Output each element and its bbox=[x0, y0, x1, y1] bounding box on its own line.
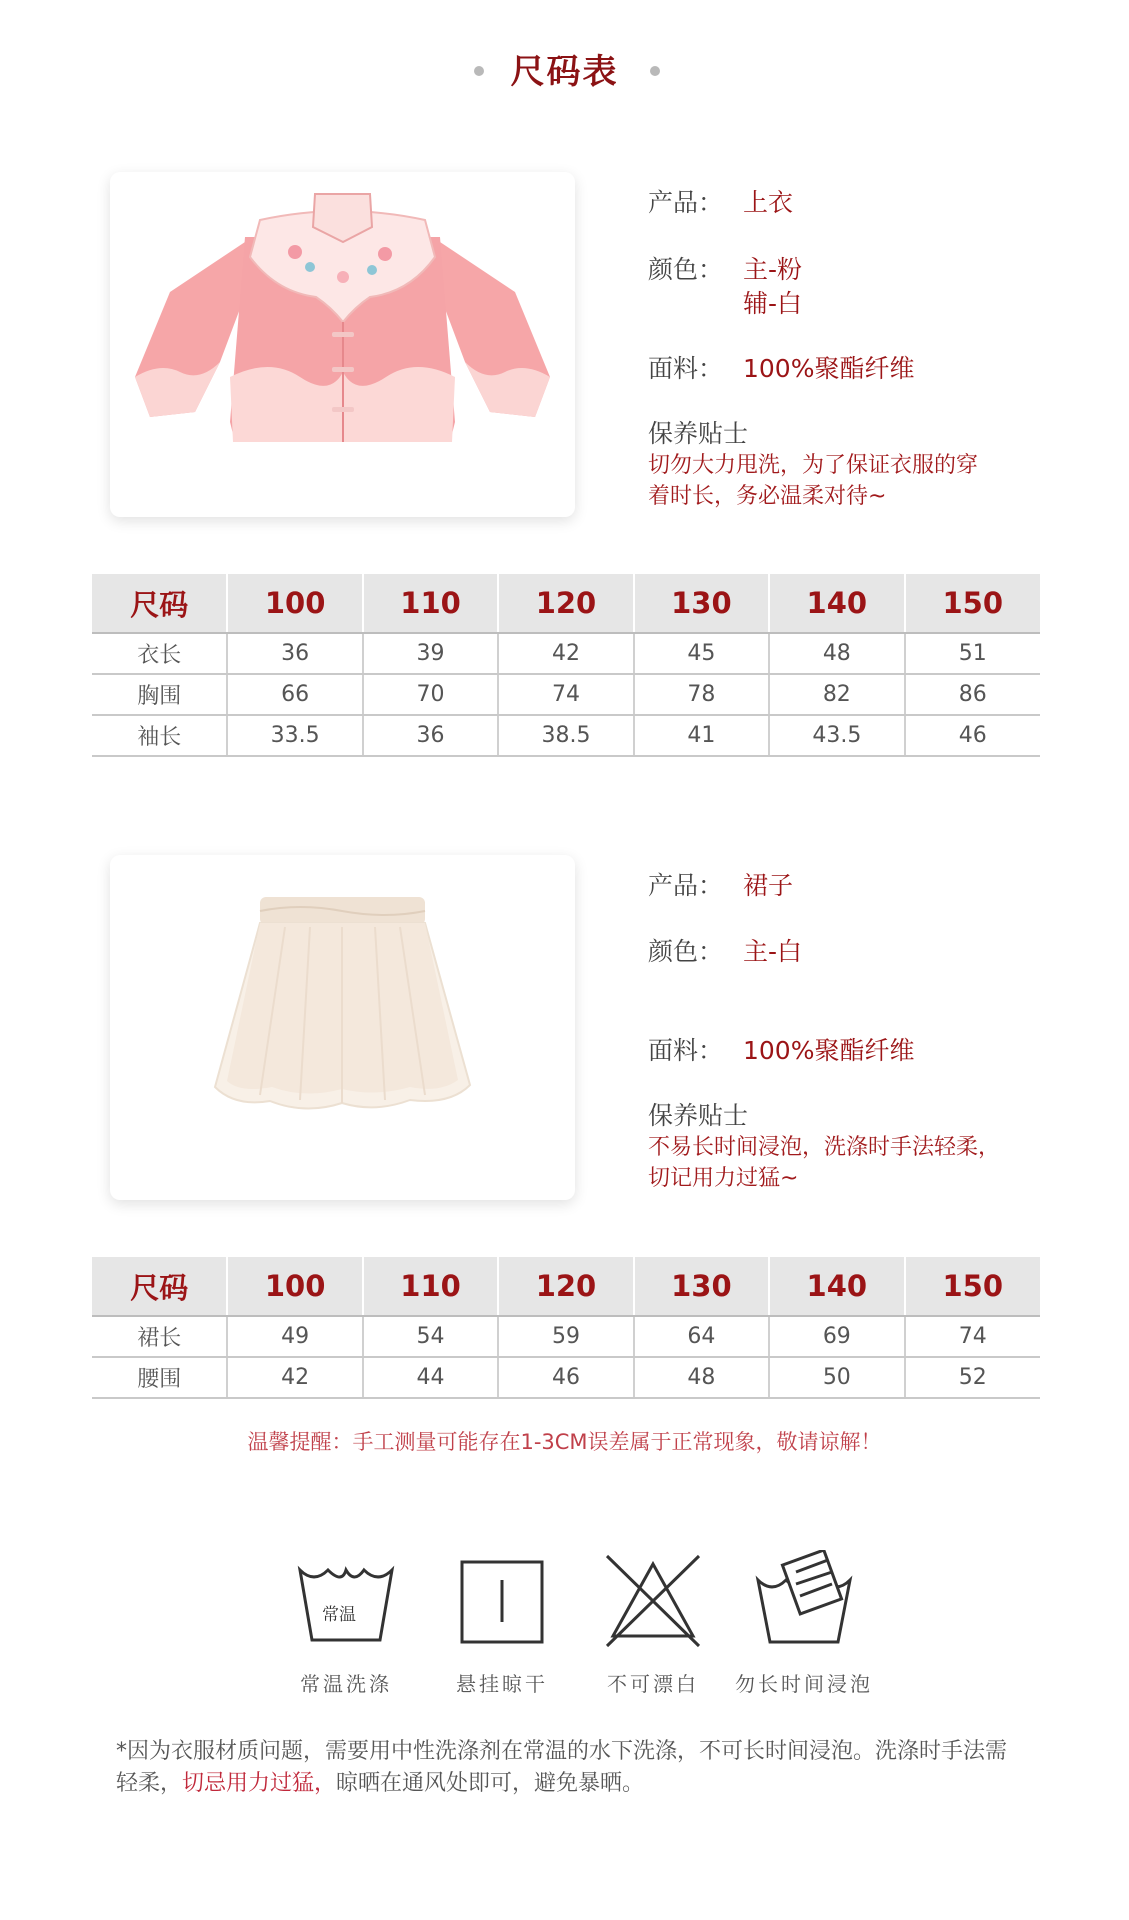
footnote-text: 晾晒在通风处即可，避免暴晒。 bbox=[336, 1771, 645, 1796]
measurement-notice: 温馨提醒：手工测量可能存在1-3CM误差属于正常现象，敬请谅解！ bbox=[247, 1430, 882, 1454]
care-caption: 勿长时间浸泡 bbox=[735, 1672, 873, 1696]
care-tips-line: 切记用力过猛~ bbox=[648, 1166, 799, 1191]
color-value-secondary: 辅-白 bbox=[743, 289, 803, 318]
fabric-label: 面料： bbox=[648, 1036, 724, 1065]
product-value: 裙子 bbox=[743, 871, 794, 900]
table-header-cell: 120 bbox=[498, 1257, 633, 1316]
table-cell: 43.5 bbox=[769, 715, 904, 756]
product-value: 上衣 bbox=[743, 188, 794, 217]
care-tips-title: 保养贴士 bbox=[648, 1101, 749, 1130]
table-cell: 66 bbox=[227, 674, 362, 715]
table-cell: 衣长 bbox=[92, 633, 227, 674]
color-value-main: 主-粉 bbox=[743, 255, 803, 284]
table-cell: 49 bbox=[227, 1316, 362, 1357]
table-row bbox=[92, 715, 1040, 756]
table-cell: 裙长 bbox=[92, 1316, 227, 1357]
size-table-jacket bbox=[92, 574, 1040, 757]
table-cell: 41 bbox=[634, 715, 769, 756]
table-header-cell: 130 bbox=[634, 1257, 769, 1316]
footnote-highlight: 切忌用力过猛， bbox=[182, 1771, 337, 1796]
wash-temp-label: 常温 bbox=[322, 1605, 356, 1625]
no-long-soak-icon bbox=[752, 1550, 856, 1650]
table-header-cell: 140 bbox=[769, 1257, 904, 1316]
title-dot-right bbox=[650, 66, 660, 76]
care-tips-title: 保养贴士 bbox=[648, 419, 749, 448]
page-title: 尺码表 bbox=[510, 52, 619, 92]
hang-dry-icon bbox=[450, 1550, 554, 1650]
table-header-cell: 150 bbox=[905, 1257, 1040, 1316]
table-cell: 46 bbox=[498, 1357, 633, 1398]
table-header-cell: 110 bbox=[363, 574, 498, 633]
table-cell: 50 bbox=[769, 1357, 904, 1398]
table-header-cell: 100 bbox=[227, 574, 362, 633]
fabric-value: 100%聚酯纤维 bbox=[743, 1036, 915, 1065]
care-tips-line: 不易长时间浸泡，洗涤时手法轻柔， bbox=[648, 1135, 1001, 1160]
care-footnote bbox=[116, 1736, 1016, 1800]
table-cell: 36 bbox=[227, 633, 362, 674]
jacket-image bbox=[110, 172, 575, 517]
table-cell: 36 bbox=[363, 715, 498, 756]
wash-normal-temp-icon bbox=[294, 1550, 398, 1650]
table-row bbox=[92, 674, 1040, 715]
table-cell: 78 bbox=[634, 674, 769, 715]
table-row bbox=[92, 633, 1040, 674]
table-cell: 42 bbox=[227, 1357, 362, 1398]
size-table-skirt bbox=[92, 1257, 1040, 1399]
table-cell: 袖长 bbox=[92, 715, 227, 756]
table-cell: 48 bbox=[634, 1357, 769, 1398]
table-header-cell: 110 bbox=[363, 1257, 498, 1316]
table-cell: 74 bbox=[905, 1316, 1040, 1357]
title-wrap bbox=[0, 44, 1129, 94]
table-header-cell: 130 bbox=[634, 574, 769, 633]
table-cell: 69 bbox=[769, 1316, 904, 1357]
no-bleach-icon bbox=[601, 1550, 705, 1650]
table-header-row bbox=[92, 1257, 1040, 1316]
table-header-cell: 尺码 bbox=[92, 574, 227, 633]
table-header-cell: 120 bbox=[498, 574, 633, 633]
skirt-image bbox=[110, 855, 575, 1200]
care-caption: 不可漂白 bbox=[607, 1672, 699, 1696]
color-label: 颜色： bbox=[648, 255, 724, 284]
table-row bbox=[92, 1357, 1040, 1398]
product-label: 产品： bbox=[648, 188, 724, 217]
table-cell: 82 bbox=[769, 674, 904, 715]
table-header-cell: 100 bbox=[227, 1257, 362, 1316]
care-tips-line: 着时长，务必温柔对待~ bbox=[648, 484, 887, 509]
table-cell: 38.5 bbox=[498, 715, 633, 756]
table-cell: 39 bbox=[363, 633, 498, 674]
table-cell: 48 bbox=[769, 633, 904, 674]
table-cell: 54 bbox=[363, 1316, 498, 1357]
table-cell: 52 bbox=[905, 1357, 1040, 1398]
product-label: 产品： bbox=[648, 871, 724, 900]
table-cell: 33.5 bbox=[227, 715, 362, 756]
table-header-cell: 150 bbox=[905, 574, 1040, 633]
table-cell: 45 bbox=[634, 633, 769, 674]
fabric-label: 面料： bbox=[648, 354, 724, 383]
table-cell: 胸围 bbox=[92, 674, 227, 715]
table-cell: 51 bbox=[905, 633, 1040, 674]
table-cell: 腰围 bbox=[92, 1357, 227, 1398]
care-caption: 悬挂晾干 bbox=[456, 1672, 548, 1696]
table-cell: 74 bbox=[498, 674, 633, 715]
color-value-main: 主-白 bbox=[743, 937, 803, 966]
table-header-cell: 尺码 bbox=[92, 1257, 227, 1316]
table-cell: 44 bbox=[363, 1357, 498, 1398]
table-cell: 64 bbox=[634, 1316, 769, 1357]
care-tips-text bbox=[648, 450, 1068, 512]
product-image-card-skirt bbox=[110, 855, 575, 1200]
table-cell: 59 bbox=[498, 1316, 633, 1357]
table-cell: 86 bbox=[905, 674, 1040, 715]
table-header-row bbox=[92, 574, 1040, 633]
fabric-value: 100%聚酯纤维 bbox=[743, 354, 915, 383]
product-image-card-jacket bbox=[110, 172, 575, 517]
color-label: 颜色： bbox=[648, 937, 724, 966]
care-tips-text bbox=[648, 1132, 1078, 1194]
table-cell: 46 bbox=[905, 715, 1040, 756]
table-cell: 70 bbox=[363, 674, 498, 715]
table-row bbox=[92, 1316, 1040, 1357]
table-cell: 42 bbox=[498, 633, 633, 674]
care-tips-line: 切勿大力甩洗，为了保证衣服的穿 bbox=[648, 453, 979, 478]
footnote-text: *因为衣服材质问题，需要用中性洗涤剂在常温的水下洗涤，不可长时间浸泡。洗涤时手法需轻柔， bbox=[116, 1739, 1008, 1796]
care-caption: 常温洗涤 bbox=[300, 1672, 392, 1696]
table-header-cell: 140 bbox=[769, 574, 904, 633]
